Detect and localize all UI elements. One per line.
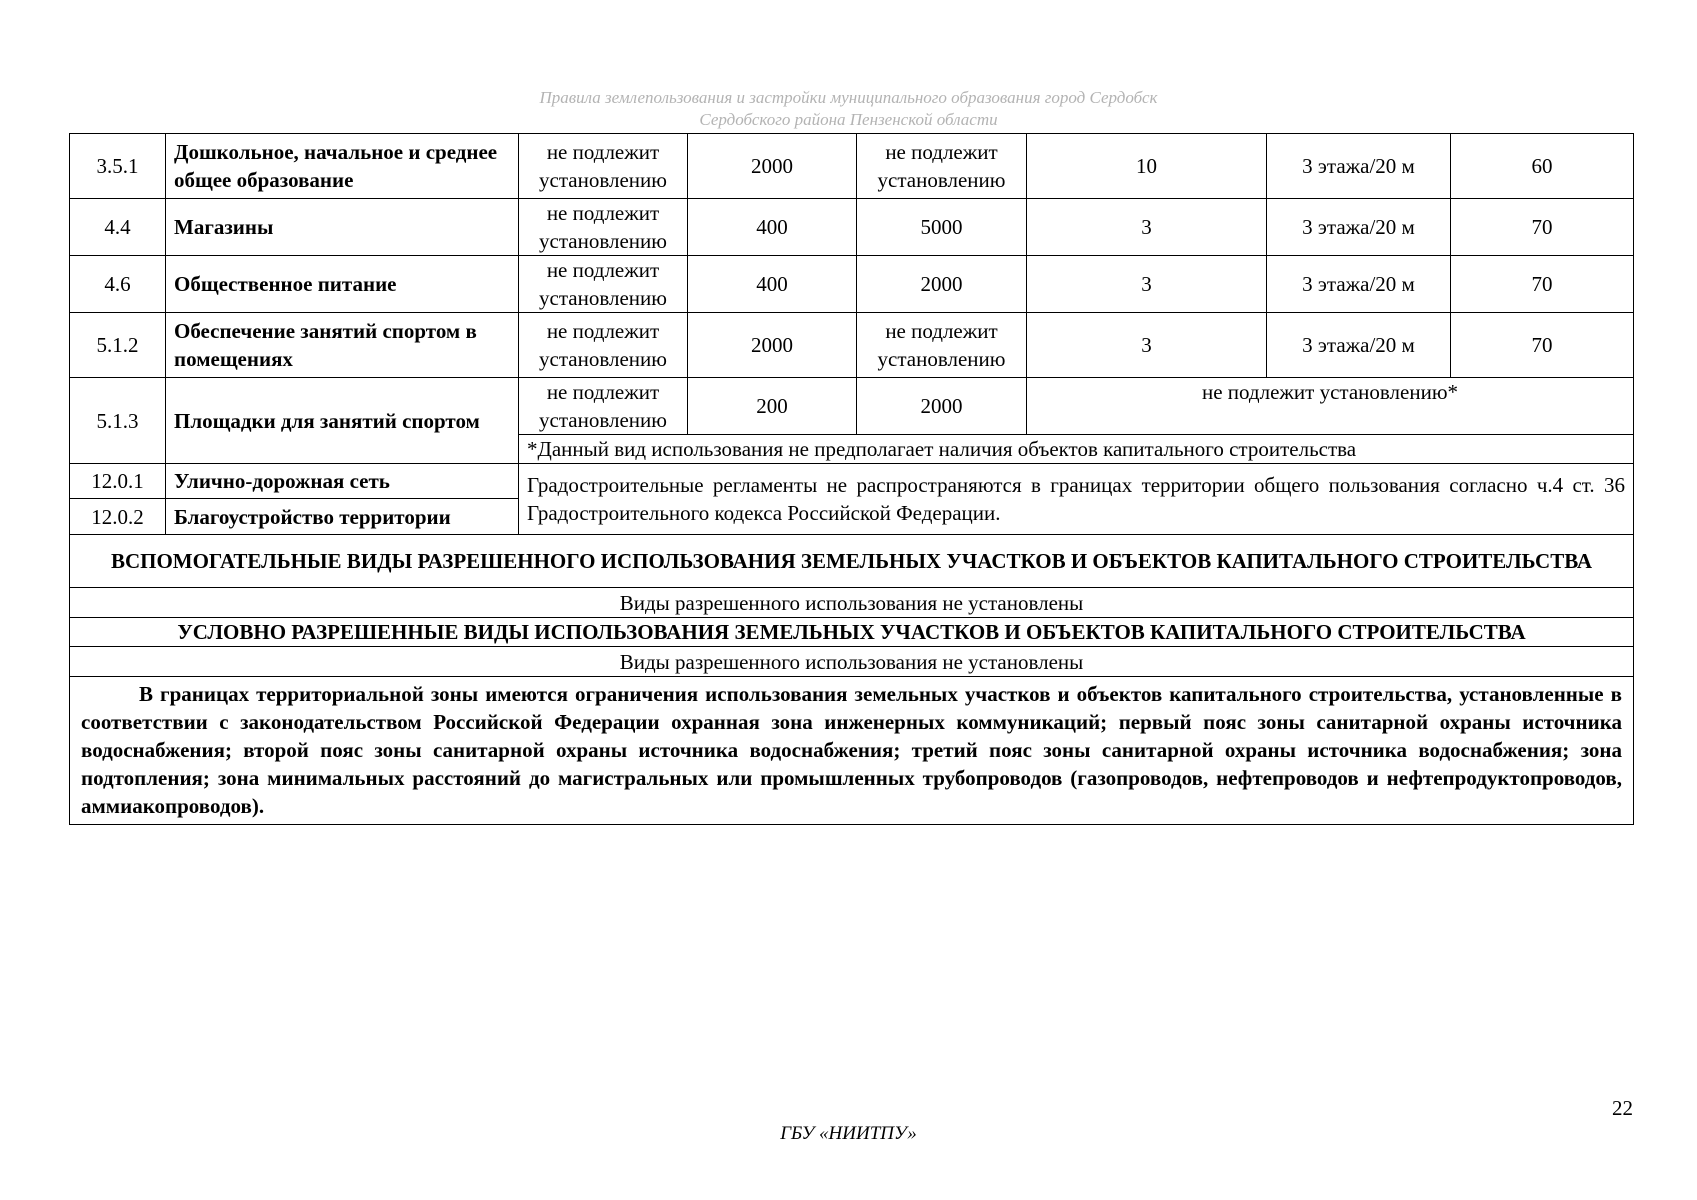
row-code: 12.0.1 (70, 464, 166, 499)
table-row (70, 256, 1634, 313)
row-name: Площадки для занятий спортом (166, 378, 519, 464)
row-code: 5.1.3 (70, 378, 166, 464)
table-row (70, 618, 1634, 647)
zoning-table (69, 133, 1634, 825)
cell-setback: 3 (1027, 199, 1267, 256)
row-code: 3.5.1 (70, 134, 166, 199)
row-name: Дошкольное, начальное и среднее общее образование (166, 134, 519, 199)
auxiliary-uses-not-set: Виды разрешенного использования не установлены (70, 588, 1634, 618)
cell-setback: 3 (1027, 256, 1267, 313)
table-row (70, 464, 1634, 499)
cell-setback: 10 (1027, 134, 1267, 199)
cell-max-area: 5000 (857, 199, 1027, 256)
cell-coverage: 70 (1451, 199, 1634, 256)
cell-reglament-not-applicable: Градостроительные регламенты не распространяются в границах территории общего пользования согласно ч.4 ст. 36 Градостроительного кодекса Российской Федерации. (519, 464, 1634, 535)
cell-coverage: 60 (1451, 134, 1634, 199)
table-row (70, 134, 1634, 199)
row-name: Общественное питание (166, 256, 519, 313)
cell-min-area: 2000 (688, 134, 857, 199)
cell-min-width: не подлежит установлению (519, 134, 688, 199)
cell-max-area: не подлежит установлению (857, 313, 1027, 378)
page-number: 22 (1612, 1096, 1633, 1120)
cell-merged-not-set: не подлежит установлению* (1027, 378, 1634, 435)
cell-max-area: 2000 (857, 378, 1027, 435)
cell-min-width: не подлежит установлению (519, 378, 688, 435)
row-name: Улично-дорожная сеть (166, 464, 519, 499)
table-row (70, 199, 1634, 256)
running-header-line-2: Сердобского района Пензенской области (699, 110, 998, 129)
row-code: 4.6 (70, 256, 166, 313)
cell-coverage: 70 (1451, 313, 1634, 378)
cell-min-width: не подлежит установлению (519, 313, 688, 378)
restrictions-text: В границах территориальной зоны имеются ограничения использования земельных участков и объектов капитального строительства, установленные в соответствии с законодательством Российской Федерации охранная зона инженерных коммуникаций; первый пояс зоны санитарной охраны источника водоснабжения; второй пояс зоны санитарной охраны источника водоснабжения; третий пояс зоны санитарной охраны источника водоснабжения; зона подтопления; зона минимальных расстояний до магистральных или промышленных трубопроводов (газопроводов, нефтепроводов и нефтепродуктопроводов, аммиакопроводов). (81, 682, 1622, 818)
restrictions-paragraph (70, 677, 1634, 825)
cell-max-area: 2000 (857, 256, 1027, 313)
table-row (70, 647, 1634, 677)
conditional-uses-not-set: Виды разрешенного использования не установлены (70, 647, 1634, 677)
table-row (70, 313, 1634, 378)
note-no-capital-construction: *Данный вид использования не предполагает наличия объектов капитального строительства (519, 435, 1634, 464)
row-code: 12.0.2 (70, 499, 166, 535)
row-code: 4.4 (70, 199, 166, 256)
cell-min-area: 200 (688, 378, 857, 435)
cell-setback: 3 (1027, 313, 1267, 378)
cell-height: 3 этажа/20 м (1267, 199, 1451, 256)
table-row (70, 677, 1634, 825)
row-name: Обеспечение занятий спортом в помещениях (166, 313, 519, 378)
cell-min-area: 400 (688, 256, 857, 313)
row-code: 5.1.2 (70, 313, 166, 378)
cell-min-width: не подлежит установлению (519, 199, 688, 256)
table-row (70, 378, 1634, 435)
row-name: Благоустройство территории (166, 499, 519, 535)
table-row (70, 588, 1634, 618)
cell-min-area: 2000 (688, 313, 857, 378)
cell-height: 3 этажа/20 м (1267, 256, 1451, 313)
table-row (70, 535, 1634, 588)
cell-height: 3 этажа/20 м (1267, 134, 1451, 199)
cell-min-area: 400 (688, 199, 857, 256)
row-name: Магазины (166, 199, 519, 256)
cell-max-area: не подлежит установлению (857, 134, 1027, 199)
cell-height: 3 этажа/20 м (1267, 313, 1451, 378)
running-header-line-1: Правила землепользования и застройки муниципального образования город Сердобск (539, 88, 1158, 107)
section-auxiliary-uses: ВСПОМОГАТЕЛЬНЫЕ ВИДЫ РАЗРЕШЕННОГО ИСПОЛЬЗОВАНИЯ ЗЕМЕЛЬНЫХ УЧАСТКОВ И ОБЪЕКТОВ КАПИТАЛЬНОГО СТРОИТЕЛЬСТВА (70, 535, 1634, 588)
cell-coverage: 70 (1451, 256, 1634, 313)
footer-organization: ГБУ «НИИТПУ» (780, 1123, 917, 1144)
section-conditional-uses: УСЛОВНО РАЗРЕШЕННЫЕ ВИДЫ ИСПОЛЬЗОВАНИЯ ЗЕМЕЛЬНЫХ УЧАСТКОВ И ОБЪЕКТОВ КАПИТАЛЬНОГО СТРОИТЕЛЬСТВА (70, 618, 1634, 647)
cell-min-width: не подлежит установлению (519, 256, 688, 313)
